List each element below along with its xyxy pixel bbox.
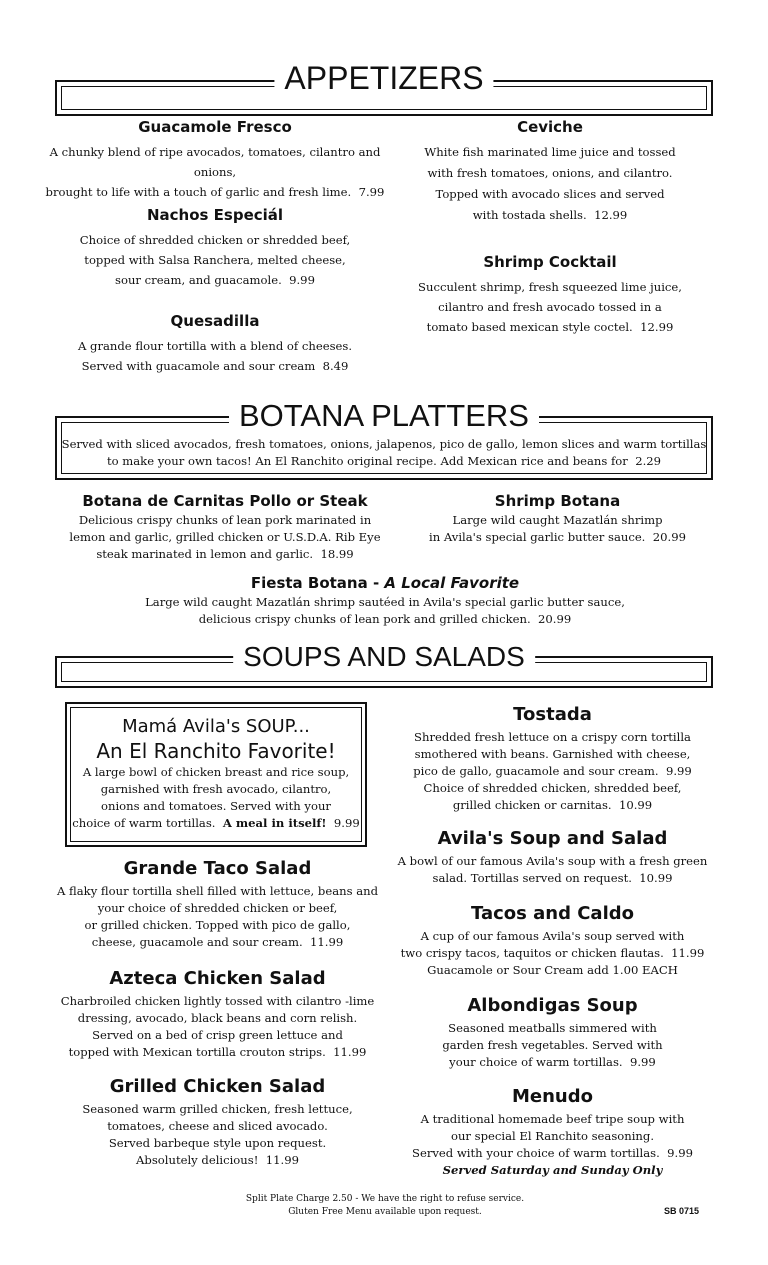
item-name: Guacamole Fresco [138, 118, 292, 136]
item-desc: Seasoned meatballs simmered with [448, 1021, 657, 1035]
item-price: 10.99 [639, 871, 673, 885]
item-desc: your choice of shredded chicken or beef, [97, 901, 338, 915]
item-desc: with fresh tomatoes, onions, and cilantro. [427, 166, 673, 180]
item-desc: tomato based mexican style coctel. [426, 320, 633, 334]
item-desc: smothered with beans. Garnished with cheese, [414, 747, 691, 761]
item-desc: our special El Ranchito seasoning. [450, 1129, 655, 1143]
featured-title-1: Mamá Avila's SOUP... [122, 716, 310, 737]
menu-item-tacos-and-caldo [390, 903, 715, 979]
item-tag: A Local Favorite [384, 574, 520, 592]
appetizers-banner [55, 60, 713, 116]
item-name: Shrimp Botana [494, 492, 621, 510]
item-desc: topped with Mexican tortilla crouton strips. [68, 1045, 326, 1059]
menu-item-quesadilla [40, 312, 390, 376]
item-price: 2.29 [635, 454, 662, 468]
botana-banner [55, 398, 713, 480]
item-price: 12.99 [594, 208, 628, 222]
item-name: Azteca Chicken Salad [109, 968, 326, 989]
menu-item-soup-and-salad [390, 828, 715, 887]
item-desc: Served with guacamole and sour cream [81, 359, 316, 373]
item-name: Menudo [512, 1086, 593, 1107]
item-desc: Succulent shrimp, fresh squeezed lime juice, [418, 280, 682, 294]
item-desc: Seasoned warm grilled chicken, fresh lettuce, [82, 1102, 353, 1116]
item-price: 9.99 [665, 764, 692, 778]
featured-soup-box [65, 702, 367, 847]
item-price: 11.99 [310, 935, 344, 949]
menu-item-guacamole [40, 118, 390, 202]
menu-item-grilled-chicken-salad [45, 1076, 390, 1169]
item-desc: dressing, avocado, black beans and corn relish. [77, 1011, 358, 1025]
item-desc: A cup of our famous Avila's soup served with [420, 929, 685, 943]
item-desc: A bowl of our famous Avila's soup with a fresh green [397, 854, 708, 868]
item-desc: Charbroiled chicken lightly tossed with cilantro -lime [60, 994, 375, 1008]
item-price: 9.99 [333, 816, 360, 830]
item-price: 11.99 [265, 1153, 299, 1167]
item-desc: Served barbeque style upon request. [108, 1136, 327, 1150]
item-highlight: Served Saturday and Sunday Only [442, 1163, 663, 1177]
item-desc: A grande flour tortilla with a blend of cheeses. [77, 339, 353, 353]
item-name: Botana de Carnitas Pollo or Steak [82, 492, 368, 510]
menu-item-grande-taco-salad [45, 858, 390, 951]
item-desc: with tostada shells. [472, 208, 587, 222]
item-highlight: A meal in itself! [222, 816, 327, 830]
item-desc: topped with Salsa Ranchera, melted cheese, [84, 253, 346, 267]
item-desc: two crispy tacos, taquitos or chicken flautas. [400, 946, 664, 960]
item-name: Albondigas Soup [467, 995, 638, 1016]
menu-code: SB 0715 [664, 1206, 700, 1216]
item-name: Grande Taco Salad [123, 858, 312, 879]
item-name: Nachos Especiál [146, 206, 284, 224]
item-name: Tostada [513, 704, 592, 725]
item-desc: Choice of shredded chicken, shredded beef, [423, 781, 682, 795]
item-price: 20.99 [538, 612, 572, 626]
item-desc: Guacamole or Sour Cream add 1.00 EACH [427, 963, 678, 977]
item-desc: brought to life with a touch of garlic and fresh lime. [45, 185, 352, 199]
item-desc: Served on a bed of crisp green lettuce and [92, 1028, 343, 1042]
item-desc: A chunky blend of ripe avocados, tomatoes, cilantro and onions, [49, 145, 381, 179]
item-price: 8.49 [322, 359, 349, 373]
item-desc: pico de gallo, guacamole and sour cream. [413, 764, 659, 778]
item-desc: Shredded fresh lettuce on a crispy corn tortilla [414, 730, 691, 744]
item-name: Tacos and Caldo [470, 903, 634, 924]
item-name: Ceviche [517, 118, 583, 136]
item-price: 11.99 [671, 946, 705, 960]
menu-item-shrimp-cocktail [395, 253, 705, 337]
menu-item-ceviche [395, 118, 705, 226]
item-desc: lemon and garlic, grilled chicken or U.S.D.A. Rib Eye [69, 530, 381, 544]
menu-item-azteca-chicken-salad [45, 968, 390, 1061]
item-desc: Served with your choice of warm tortillas. [412, 1146, 660, 1160]
item-name: Avila's Soup and Salad [437, 828, 668, 849]
item-name: Quesadilla [170, 312, 260, 330]
item-desc: your choice of warm tortillas. [449, 1055, 623, 1069]
item-name: Fiesta Botana - [250, 574, 385, 592]
item-price: 11.99 [333, 1045, 367, 1059]
item-desc: salad. Tortillas served on request. [432, 871, 632, 885]
menu-item-tostada [390, 704, 715, 814]
botana-intro: Served with sliced avocados, fresh tomatoes, onions, jalapenos, pico de gallo, lemon slices and warm tortillas to make your own tacos! An El Ranchito original recipe. Add Mexican rice and beans for 2.29 [61, 437, 707, 468]
footer-notes [190, 1194, 580, 1217]
item-name: Grilled Chicken Salad [109, 1076, 326, 1097]
item-desc: choice of warm tortillas. [72, 816, 216, 830]
item-desc: cilantro and fresh avocado tossed in a [438, 300, 662, 314]
item-desc: Topped with avocado slices and served [435, 187, 665, 201]
item-desc: garden fresh vegetables. Served with [442, 1038, 663, 1052]
item-desc: White fish marinated lime juice and tossed [424, 145, 676, 159]
item-desc: or grilled chicken. Topped with pico de gallo, [84, 918, 351, 932]
soups-banner [55, 641, 713, 688]
item-desc: garnished with fresh avocado, cilantro, [100, 782, 332, 796]
footer-line: Split Plate Charge 2.50 - We have the right to refuse service. [245, 1194, 525, 1204]
footer-line: Gluten Free Menu available upon request. [288, 1207, 482, 1217]
item-price: 9.99 [289, 273, 315, 287]
item-desc: tomatoes, cheese and sliced avocado. [107, 1119, 328, 1133]
item-desc: cheese, guacamole and sour cream. [91, 935, 303, 949]
item-price: 10.99 [618, 798, 653, 812]
item-desc: Delicious crispy chunks of lean pork marinated in [78, 513, 372, 527]
soups-heading: SOUPS AND SALADS [233, 641, 535, 673]
item-desc: onions and tomatoes. Served with your [101, 799, 331, 813]
menu-item-fiesta-botana [80, 574, 690, 628]
item-price: 9.99 [629, 1055, 656, 1069]
menu-item-albondigas-soup [390, 995, 715, 1071]
item-desc: A flaky flour tortilla shell filled with lettuce, beans and [56, 884, 379, 898]
item-desc: Large wild caught Mazatlán shrimp [452, 513, 663, 527]
item-price: 9.99 [667, 1146, 693, 1160]
item-price: 7.99 [358, 185, 385, 199]
item-desc: steak marinated in lemon and garlic. [96, 547, 314, 561]
item-desc: delicious crispy chunks of lean pork and grilled chicken. [198, 612, 531, 626]
item-desc: in Avila's special garlic butter sauce. [429, 530, 646, 544]
item-price: 18.99 [320, 547, 354, 561]
item-name: Shrimp Cocktail [483, 253, 617, 271]
appetizers-heading: APPETIZERS [274, 60, 493, 97]
menu-item-botana-carnitas [55, 492, 395, 563]
item-desc: grilled chicken or carnitas. [452, 798, 612, 812]
item-price: 20.99 [652, 530, 686, 544]
botana-heading: BOTANA PLATTERS [229, 398, 539, 434]
menu-item-nachos [40, 206, 390, 290]
item-desc: Choice of shredded chicken or shredded beef, [79, 233, 351, 247]
item-desc: Absolutely delicious! [136, 1153, 259, 1167]
menu-item-menudo [390, 1086, 715, 1179]
item-desc: Large wild caught Mazatlán shrimp sautéed in Avila's special garlic butter sauce, [145, 595, 625, 609]
menu-item-shrimp-botana [405, 492, 710, 546]
item-desc: sour cream, and guacamole. [115, 273, 282, 287]
item-price: 12.99 [640, 320, 674, 334]
item-desc: A traditional homemade beef tripe soup with [420, 1112, 685, 1126]
item-desc: A large bowl of chicken breast and rice soup, [82, 765, 350, 779]
featured-title-2: An El Ranchito Favorite! [96, 739, 336, 763]
